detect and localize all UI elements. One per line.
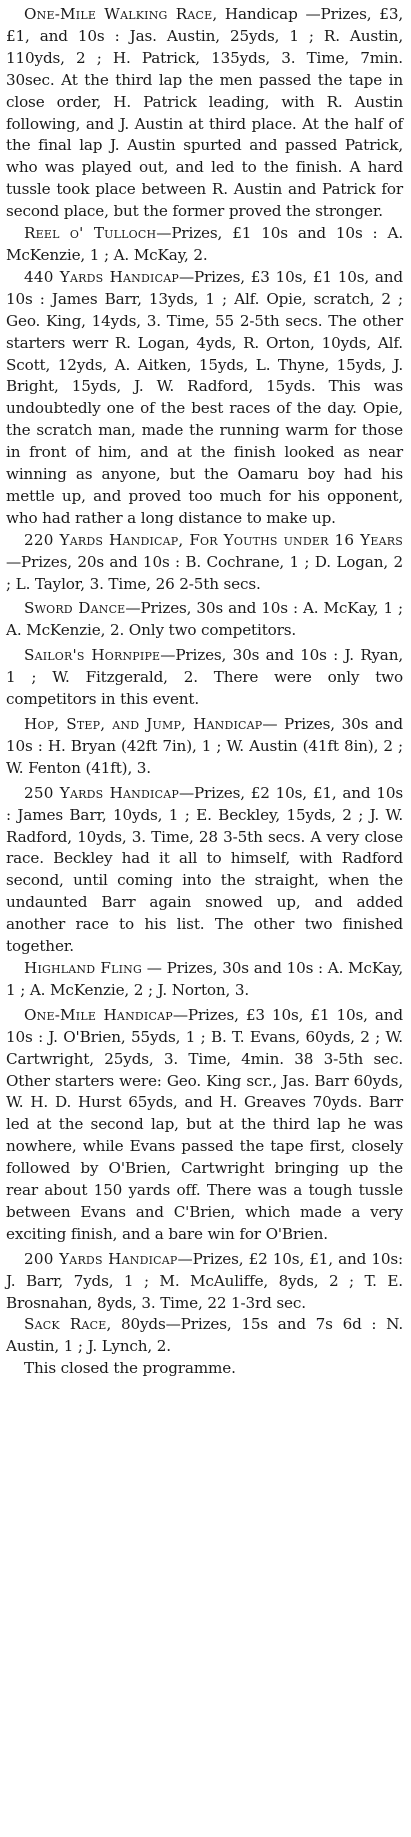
event-reel-o-tulloch — [6, 223, 403, 267]
event-sword-dance — [6, 598, 403, 642]
event-heading: Hop, Step, and Jump, Handicap — [24, 715, 263, 733]
event-heading: 200 Yards Handicap — [24, 1249, 178, 1268]
event-text: — Prizes, 30s and 10s : H. Bryan (42ft 7in), 1 ; W. Austin (41ft 8in), 2 ; W. Fenton (41ft), 3. — [6, 715, 403, 777]
event-text: , Handicap —Prizes, £3, £1, and 10s : Jas. Austin, 25yds, 1 ; R. Austin, 110yds, 2 ; H. Patrick, 135yds, 3. Time, 7min. 30sec. At the third lap the men passed the tape in close order, H. Patrick leading, with R. Austin following, and J. Austin at third place. At the half of the final lap J. Austin spurted and passed Patrick, who was played out, and led to the finish. A hard tussle took place between R. Austin and Patrick for second place, but the former proved the stronger. — [6, 5, 404, 221]
event-220-yards-youths — [6, 530, 403, 596]
event-440-yards — [6, 267, 403, 530]
event-text: — Prizes, 30s and 10s : A. McKay, 1 ; A. McKenzie, 2 ; J. Norton, 3. — [6, 958, 404, 999]
event-heading: Sword Dance — [24, 599, 126, 618]
event-heading: One-Mile Handicap — [24, 1005, 173, 1024]
event-heading: Highland Fling — [24, 958, 142, 977]
event-hop-step-jump — [6, 714, 403, 780]
event-text: —Prizes, 20s and 10s : B. Cochrane, 1 ; D. Logan, 2 ; L. Taylor, 3. Time, 26 2-5th secs. — [6, 552, 403, 593]
event-text: , 80yds—Prizes, 15s and 7s 6d : N. Austin, 1 ; J. Lynch, 2. — [6, 1315, 404, 1356]
event-heading: Reel o' Tulloch — [24, 224, 157, 243]
event-heading: Sailor's Hornpipe — [24, 646, 161, 665]
event-text: —Prizes, £2 10s, £1, and 10s : James Barr, 10yds, 1 ; E. Beckley, 15yds, 2 ; J. W. Radford, 10yds, 3. Time, 28 3-5th secs. A very close race. Beckley had it all to himself, with Radford second, until coming into the straight, when the undaunted Barr again snowed up, and added another race to his list. The other two finished together. — [6, 783, 404, 956]
event-heading: 440 Yards Handicap — [24, 267, 179, 286]
closing-line: This closed the programme. — [24, 1359, 236, 1378]
event-200-yards — [6, 1249, 403, 1315]
event-heading: One-Mile Walking Race — [24, 5, 213, 23]
event-one-mile-handicap — [6, 1005, 403, 1246]
event-heading: 220 Yards Handicap, For Youths under 16 Years — [24, 530, 403, 549]
event-highland-fling — [6, 958, 403, 1002]
event-text: —Prizes, £3 10s, £1 10s, and 10s : James Barr, 13yds, 1 ; Alf. Opie, scratch, 2 ; Geo. King, 14yds, 3. Time, 55 2-5th secs. The other starters werr R. Logan, 4yds, R. Orton, 10yds, Alf. Scott, 12yds, A. Aitken, 15yds, L. Thyne, 15yds, J. Bright, 15yds, J. W. Radford, 15yds. This was undoubtedly one of the best races of the day. Opie, the scratch man, made the running warm for those in front of him, and at the finish looked as near winning as anyone, but the Oamaru boy had his mettle up, and proved too much for his opponent, who had rather a long distance to make up. — [6, 267, 404, 527]
event-text: —Prizes, £3 10s, £1 10s, and 10s : J. O'Brien, 55yds, 1 ; B. T. Evans, 60yds, 2 ; W. Cartwright, 25yds, 3. Time, 4min. 38 3-5th sec. Other starters were: Geo. King scr., Jas. Barr 60yds, W. H. D. Hurst 65yds, and H. Greaves 70yds. Barr led at the second lap, but at the third lap he was nowhere, while Evans passed the tape first, closely followed by O'Brien, Cartwright bringing up the rear about 150 yards off. There was a tough tussle between Evans and C'Brien, which made a very exciting finish, and a bare win for O'Brien. — [6, 1005, 403, 1243]
event-text: —Prizes, £1 10s and 10s : A. McKenzie, 1 ; A. McKay, 2. — [6, 224, 403, 264]
event-text: —Prizes, 30s and 10s : A. McKay, 1 ; A. McKenzie, 2. Only two competitors. — [6, 599, 403, 640]
event-250-yards — [6, 783, 403, 958]
event-sailors-hornpipe — [6, 645, 403, 711]
event-heading: 250 Yards Handicap — [24, 783, 179, 802]
event-heading: Sack Race — [24, 1315, 107, 1334]
event-one-mile-walking — [6, 4, 403, 223]
event-text: —Prizes, 30s and 10s : J. Ryan, 1 ; W. Fitzgerald, 2. There were only two competitors in this event. — [6, 646, 404, 709]
event-sack-race — [6, 1314, 403, 1358]
event-text: —Prizes, £2 10s, £1, and 10s: J. Barr, 7yds, 1 ; M. McAuliffe, 8yds, 2 ; T. E. Brosnahan, 8yds, 3. Time, 22 1-3rd sec. — [6, 1249, 403, 1312]
